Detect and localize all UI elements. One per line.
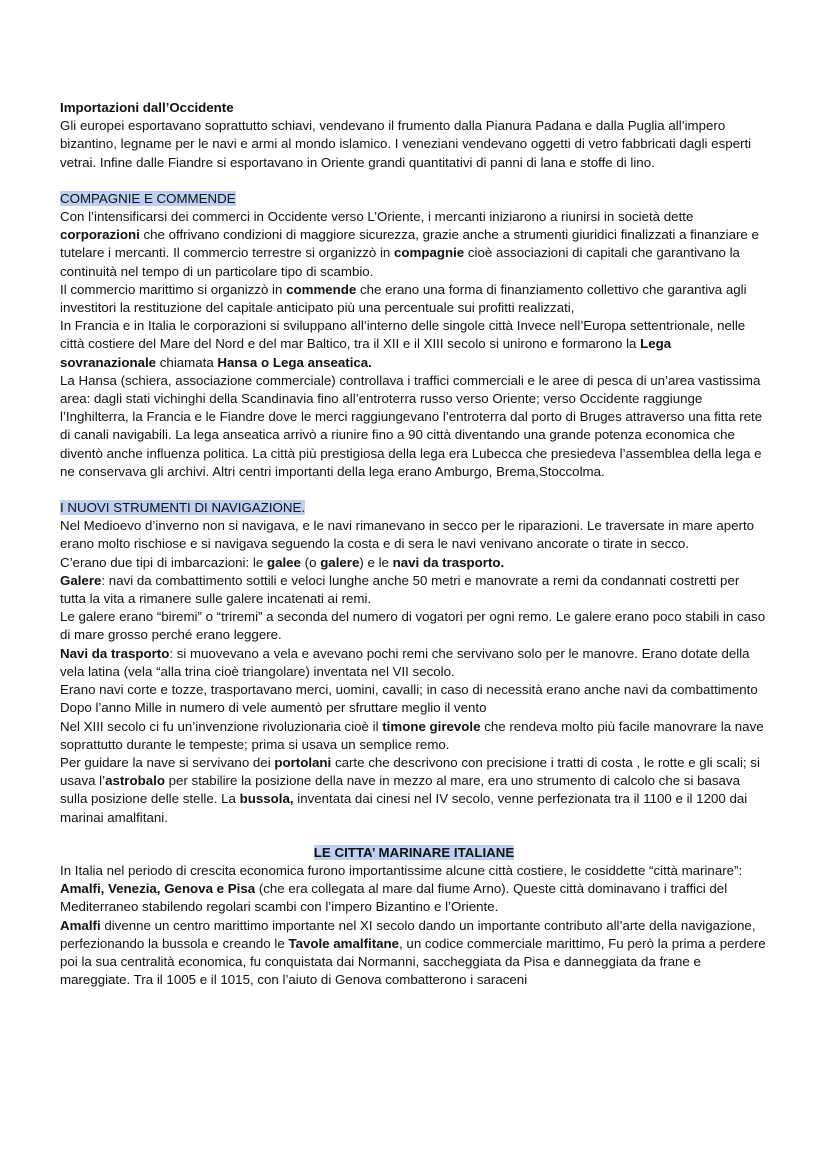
section-citta-marinare <box>60 844 768 990</box>
section-compagnie <box>60 190 768 481</box>
paragraph: Dopo l’anno Mille in numero di vele aumentò per sfruttare meglio il vento <box>60 700 487 716</box>
paragraph: In Italia nel periodo di crescita economica furono importantissime alcune città costiere, le cosiddette “città marinare”: Amalfi, Venezia, Genova e Pisa (che era collegata al mare dal fiume Arno). Queste città dominavano i traffici del Mediterraneo stabilendo regolari scambi con l’impero Bizantino e l’Oriente. <box>60 862 743 915</box>
paragraph: Le galere erano “biremi” o “triremi” a seconda del numero di vogatori per ogni remo. Le galere erano poco stabili in caso di mare grosso perché erano leggere. <box>60 609 766 643</box>
section-heading: I NUOVI STRUMENTI DI NAVIGAZIONE. <box>60 500 306 516</box>
section-heading: COMPAGNIE E COMMENDE <box>60 190 236 206</box>
paragraph: In Francia e in Italia le corporazioni si sviluppano all’interno delle singole città Invece nell’Europa settentrionale, nelle città costiere del Mare del Nord e del mar Baltico, tra il XII e il XIII secolo si unirono e formarono la Lega sovranazionale chiamata Hansa o Lega anseatica. <box>60 318 746 370</box>
section-importazioni <box>60 99 768 172</box>
paragraph: Navi da trasporto: si muovevano a vela e avevano pochi remi che servivano solo per le manovre. Erano dotate della vela latina (vela “alla trina cioè triangolare) inventata nel VII secolo. <box>60 645 750 679</box>
section-title: Importazioni dall’Occidente <box>60 100 234 115</box>
section-heading: LE CITTA’ MARINARE ITALIANE <box>313 844 515 860</box>
paragraph: C’erano due tipi di imbarcazioni: le galee (o galere) e le navi da trasporto. <box>60 554 505 570</box>
paragraph: Nel Medioevo d’inverno non si navigava, e le navi rimanevano in secco per le riparazioni. Le traversate in mare aperto erano molto rischiose e si navigava seguendo la costa e di sera le navi venivano ancorate o tirate in secco. <box>60 518 755 552</box>
paragraph: Gli europei esportavano soprattutto schiavi, vendevano il frumento dalla Pianura Padana e dalla Puglia all’impero bizantino, legname per le navi e armi al mondo islamico. I veneziani vendevano oggetti di vetro fabbricati dagli esperti vetrai. Infine dalle Fiandre si esportavano in Oriente grandi quantitativi di panni di lana e stoffe di lino. <box>60 118 752 170</box>
section-navigazione <box>60 499 768 827</box>
paragraph: Galere: navi da combattimento sottili e veloci lunghe anche 50 metri e manovrate a remi da condannati costretti per tutta la vita a rimanere sulle galere incatenati ai remi. <box>60 572 740 607</box>
paragraph: Con l’intensificarsi dei commerci in Occidente verso L’Oriente, i mercanti iniziarono a riunirsi in società dette corporazioni che offrivano condizioni di maggiore sicurezza, grazie anche a strumenti giuridici finalizzati a finanziare e tutelare i mercanti. Il commercio terrestre si organizzò in compagnie cioè associazioni di capitali che garantivano la continuità nel tempo di un particolare tipo di scambio. <box>60 209 759 279</box>
paragraph: Nel XIII secolo ci fu un’invenzione rivoluzionaria cioè il timone girevole che rendeva molto più facile manovrare la nave soprattutto durante le tempeste; prima si usava un semplice remo. <box>60 718 764 752</box>
paragraph: Erano navi corte e tozze, trasportavano merci, uomini, cavalli; in caso di necessità erano anche navi da combattimento <box>60 682 758 698</box>
paragraph: Il commercio marittimo si organizzò in commende che erano una forma di finanziamento collettivo che garantiva agli investitori la restituzione del capitale anticipato più una percentuale sui profitti realizzati, <box>60 281 747 316</box>
paragraph: Per guidare la nave si servivano dei portolani carte che descrivono con precisione i tratti di costa , le rotte e gli scali; si usava l’astrobalo per stabilire la posizione della nave in mezzo al mare, era uno strumento di calcolo che si basava sulla posizione delle stelle. La bussola, inventata dai cinesi nel IV secolo, venne perfezionata tra il 1100 e il 1200 dai marinai amalfitani. <box>60 754 760 825</box>
paragraph: Amalfi divenne un centro marittimo importante nel XI secolo dando un importante contributo all’arte della navigazione, perfezionando la bussola e creando le Tavole amalfitane, un codice commerciale marittimo, Fu però la prima a perdere poi la sua centralità economica, fu conquistata dai Normanni, saccheggiata da Pisa e danneggiata da frane e mareggiate. Tra il 1005 e il 1015, con l’aiuto di Genova combatterono i saraceni <box>60 917 766 988</box>
paragraph: La Hansa (schiera, associazione commerciale) controllava i traffici commerciali e le aree di pesca di un’area vastissima area: dagli stati vichinghi della Scandinavia fino all’entroterra russo verso Oriente; verso Occidente raggiunge l’Inghilterra, la Francia e le Fiandre dove le merci raggiungevano l’entroterra dal porto di Bruges attraverso una fitta rete di canali navigabili. La lega anseatica arrivò a riunire fino a 90 città diventando una grande potenza economica che diventò anche influenza politica. La città più prestigiosa della lega era Lubecca che presiedeva l’assemblea della lega e ne conservava gli archivi. Altri centri importanti della lega erano Amburgo, Brema,Stoccolma. <box>60 372 763 479</box>
